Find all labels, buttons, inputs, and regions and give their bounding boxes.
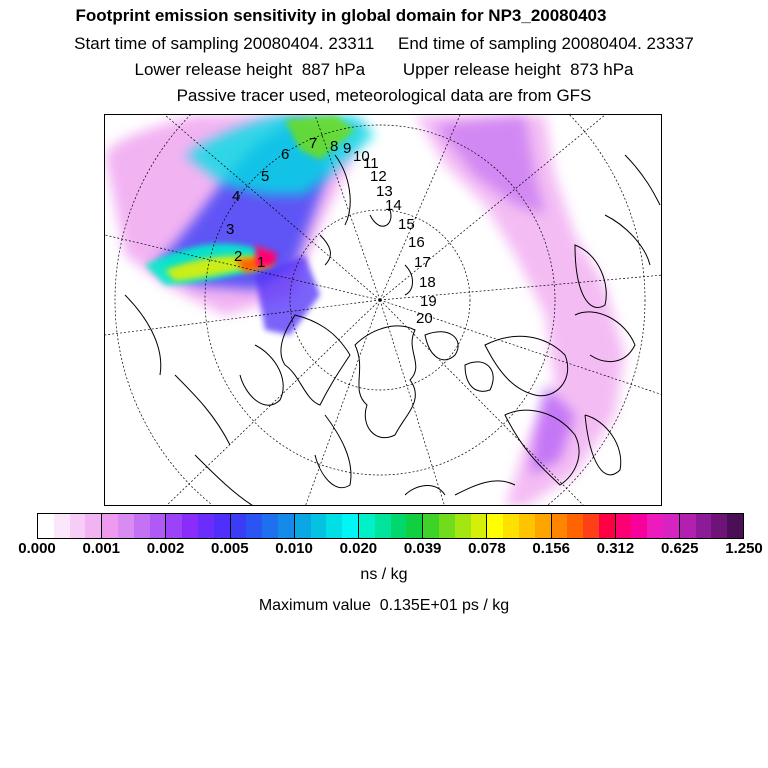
track-label: 7 [309,135,318,152]
colorbar-swatch [471,514,488,538]
colorbar-swatch [519,514,535,538]
track-label: 15 [398,216,415,233]
sampling-time-line: Start time of sampling 20080404. 23311 End time of sampling 20080404. 23337 [74,34,694,53]
track-label: 5 [261,168,270,185]
colorbar-swatch [567,514,583,538]
colorbar-swatch [295,514,311,538]
footprint-map [104,114,662,506]
colorbar-tick-label: 0.010 [275,540,313,557]
colorbar-swatch [616,514,632,538]
colorbar-swatch [599,514,616,538]
colorbar-swatch [680,514,696,538]
colorbar-swatch [503,514,519,538]
track-label: 11 [363,155,379,172]
track-label: 9 [343,140,352,157]
track-label: 12 [370,168,387,185]
colorbar-tick-label: 0.020 [339,540,378,557]
colorbar-swatch [198,514,214,538]
track-label: 10 [353,148,370,165]
colorbar-swatch [455,514,471,538]
colorbar-swatch [311,514,327,538]
colorbar-swatch [134,514,150,538]
track-label: 3 [226,221,235,238]
colorbar-tick-label: 0.000 [18,540,56,557]
colorbar-swatch [326,514,342,538]
colorbar-swatch [552,514,568,538]
colorbar-swatch [246,514,262,538]
colorbar-swatch [54,514,70,538]
track-label: 18 [419,274,436,291]
colorbar-tick-label: 0.312 [596,540,635,557]
colorbar-swatch [359,514,375,538]
track-label: 13 [376,183,393,200]
colorbar-swatch [278,514,295,538]
colorbar-swatch [182,514,198,538]
track-label: 20 [416,310,433,327]
map-canvas [105,115,662,506]
track-label: 17 [414,254,431,271]
colorbar-swatch [214,514,231,538]
colorbar-swatch [118,514,134,538]
colorbar-swatch [696,514,712,538]
track-label: 2 [234,248,243,265]
colorbar-swatch [727,514,743,538]
colorbar-swatch [70,514,86,538]
colorbar-swatch [406,514,423,538]
colorbar-swatch [262,514,278,538]
colorbar-swatch [439,514,455,538]
colorbar-swatch [38,514,54,538]
colorbar-swatch [231,514,247,538]
plume-east [415,115,625,506]
colorbar-swatch [711,514,727,538]
colorbar-swatch [85,514,102,538]
max-value-label: Maximum value 0.135E+01 ps / kg [258,597,510,614]
tracer-info-line: Passive tracer used, meteorological data are from GFS [176,86,592,105]
colorbar-tick-label: 0.001 [82,540,121,557]
colorbar-tick-label: 1.250 [725,540,763,557]
colorbar-swatch [535,514,552,538]
track-label: 6 [281,146,290,163]
track-label: 4 [232,188,241,205]
colorbar [37,513,744,539]
colorbar-swatch [150,514,167,538]
track-label: 16 [408,234,425,251]
colorbar-swatch [487,514,503,538]
track-label: 1 [257,254,266,271]
unit-label: ns / kg [360,566,408,583]
colorbar-swatch [631,514,647,538]
colorbar-swatch [647,514,663,538]
colorbar-tick-label: 0.005 [211,540,249,557]
colorbar-tick-label: 0.078 [468,540,506,557]
map-title: Footprint emission sensitivity in global domain for NP3_20080403 [75,6,607,25]
track-label: 19 [420,293,437,310]
release-height-line: Lower release height 887 hPa Upper release height 873 hPa [134,60,634,79]
colorbar-tick-label: 0.002 [146,540,185,557]
colorbar-swatch [102,514,118,538]
colorbar-swatch [663,514,680,538]
track-label: 14 [385,197,402,214]
track-label: 8 [330,138,339,155]
colorbar-swatch [375,514,391,538]
colorbar-swatch [342,514,359,538]
colorbar-tick-label: 0.039 [403,540,442,557]
colorbar-tick-label: 0.625 [660,540,699,557]
colorbar-tick-label: 0.156 [532,540,570,557]
colorbar-swatch [423,514,439,538]
colorbar-swatch [166,514,182,538]
colorbar-swatch [391,514,407,538]
colorbar-swatch [583,514,599,538]
